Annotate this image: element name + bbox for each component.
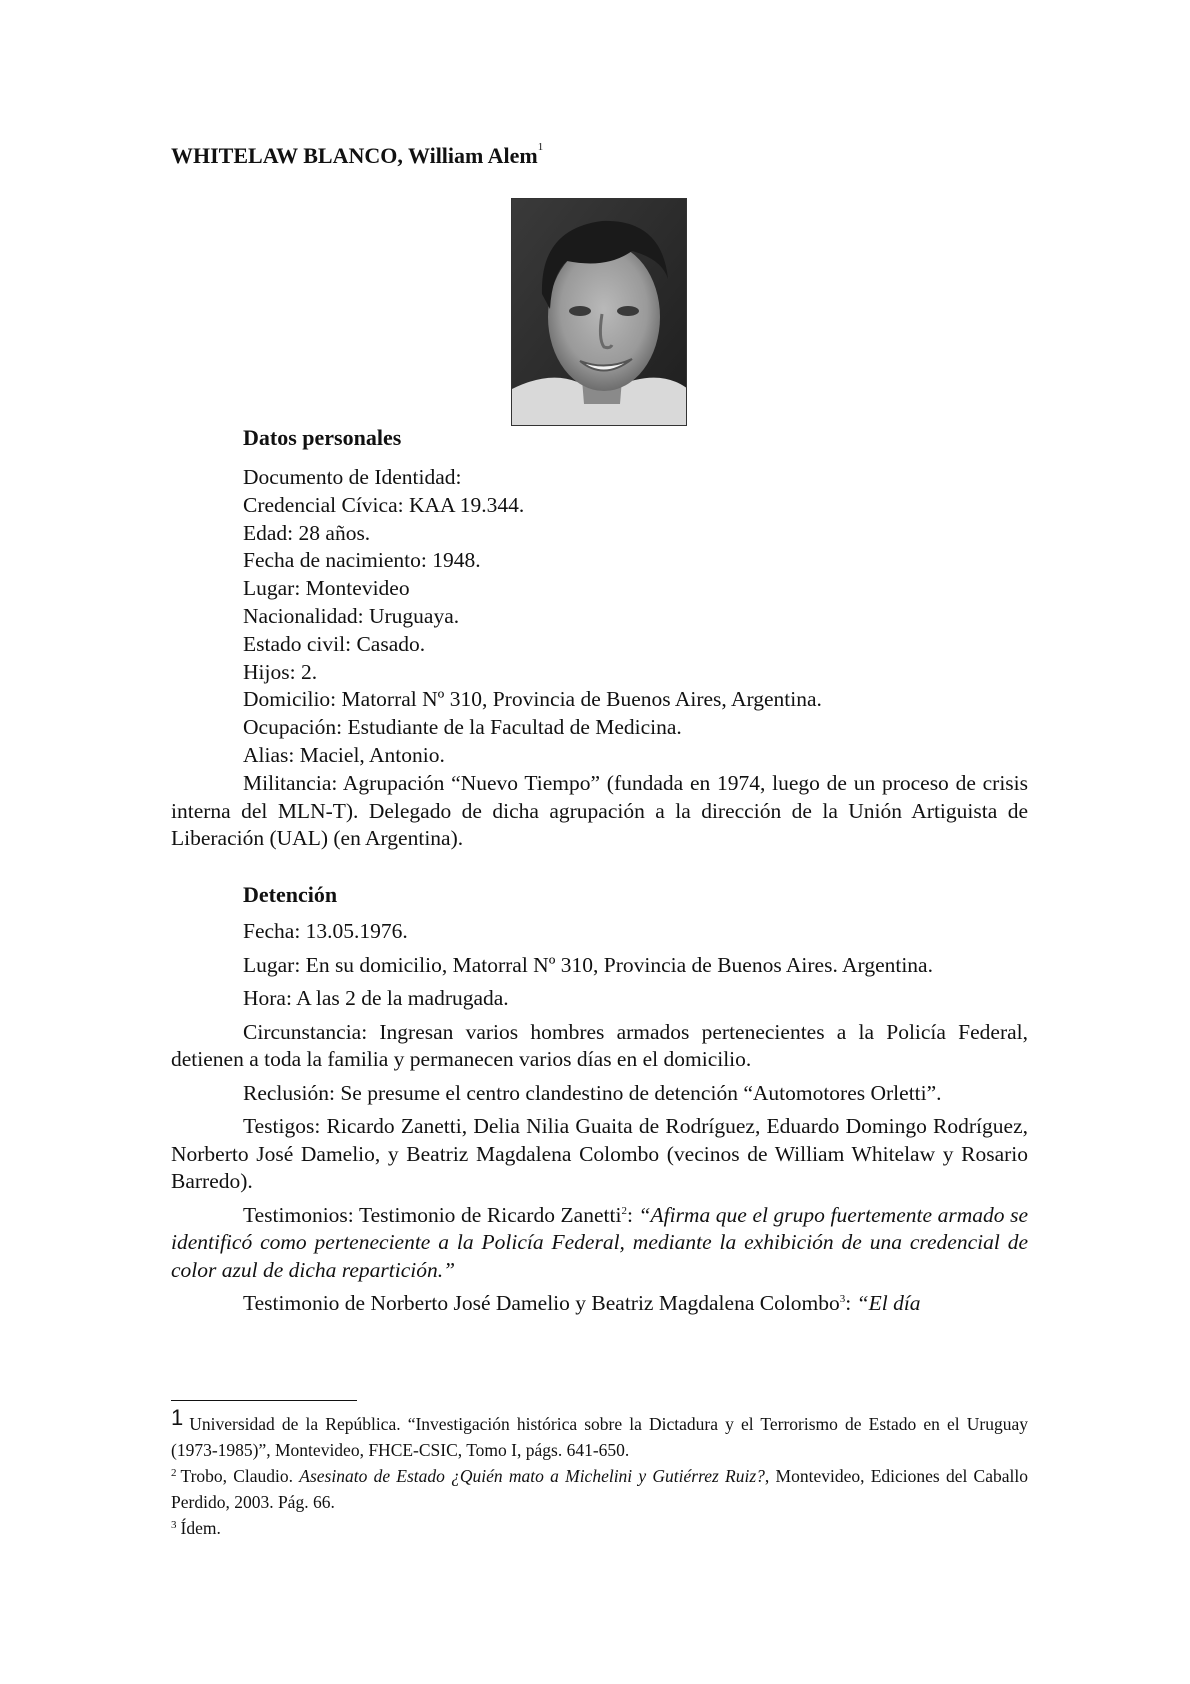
- footnote-2-number: 2: [171, 1467, 177, 1479]
- testimonio-zanetti: [171, 1202, 1028, 1285]
- footnote-ref-2[interactable]: 2: [621, 1204, 627, 1217]
- footnote-3: [171, 1515, 1028, 1541]
- nacionalidad-line: Nacionalidad: Uruguaya.: [243, 603, 460, 628]
- footnote-1: [171, 1405, 1028, 1463]
- militancia-paragraph: Militancia: Agrupación “Nuevo Tiempo” (fundada en 1974, luego de un proceso de crisis interna del MLN-T). Delegado de dicha agrupación a la dirección de la Unión Artiguista de Liberación (UAL) (en Argentina).: [171, 770, 1028, 851]
- footnote-1-number: 1: [171, 1405, 184, 1430]
- detention-circunstancia: Circunstancia: Ingresan varios hombres armados pertenecientes a la Policía Federal, detienen a toda la familia y permanecen varios días en el domicilio.: [171, 1019, 1028, 1071]
- documento-line: Documento de Identidad:: [243, 465, 462, 489]
- footnote-2-book-title: Asesinato de Estado ¿Quién mato a Michelini y Gutiérrez Ruiz?: [299, 1466, 765, 1486]
- footnote-divider: [171, 1400, 357, 1401]
- domicilio-line: Domicilio: Matorral Nº 310, Provincia de Buenos Aires, Argentina.: [243, 687, 822, 712]
- lugar-line: Lugar: Montevideo: [243, 576, 410, 601]
- page-title: [171, 143, 543, 169]
- testimonio1-quote: “Afirma que el grupo fuertemente armado se identificó como perteneciente a la Policía Federal, mediante la exhibición de una credencial de color azul de dicha repartición.”: [171, 1202, 1028, 1282]
- fecha-nacimiento-line: Fecha de nacimiento: 1948.: [243, 548, 481, 573]
- footnote-2: [171, 1463, 1028, 1515]
- testimonio2-quote: “El día: [856, 1291, 921, 1315]
- detention-lugar: Lugar: En su domicilio, Matorral Nº 310, Provincia de Buenos Aires. Argentina.: [243, 952, 933, 977]
- footnote-2-author: Trobo, Claudio.: [180, 1466, 300, 1486]
- footnote-2-publisher: , Montevideo, Ediciones del Caballo Perdido, 2003. Pág. 66.: [171, 1466, 1028, 1512]
- detention-fecha: Fecha: 13.05.1976.: [243, 919, 408, 943]
- edad-line: Edad: 28 años.: [243, 520, 371, 545]
- portrait-photo: [511, 198, 687, 426]
- testimonio2-lead: Testimonio de Norberto José Damelio y Beatriz Magdalena Colombo: [243, 1291, 840, 1315]
- credencial-line: Credencial Cívica: KAA 19.344.: [243, 492, 525, 517]
- detention-testigos: Testigos: Ricardo Zanetti, Delia Nilia Guaita de Rodríguez, Eduardo Domingo Rodríguez, Norberto José Damelio, y Beatriz Magdalena Colombo (vecinos de William Whitelaw y Rosario Barredo).: [171, 1114, 1028, 1193]
- testimonio2-sep: :: [845, 1291, 857, 1315]
- detention-hora: Hora: A las 2 de la madrugada.: [243, 986, 509, 1010]
- person-portrait-photo-icon: [512, 199, 687, 426]
- detention-reclusion: Reclusión: Se presume el centro clandestino de detención “Automotores Orletti”.: [243, 1080, 942, 1105]
- footnote-1-text: Universidad de la República. “Investigación histórica sobre la Dictadura y el Terrorismo de Estado en el Uruguay (1973-1985)”, Montevideo, FHCE-CSIC, Tomo I, págs. 641-650.: [171, 1414, 1028, 1460]
- title-text: WHITELAW BLANCO, William Alem: [171, 143, 538, 168]
- testimonio-damelio-colombo: [171, 1290, 1028, 1318]
- hijos-line: Hijos: 2.: [243, 659, 318, 684]
- estado-civil-line: Estado civil: Casado.: [243, 631, 426, 656]
- testimonio1-sep: :: [626, 1202, 639, 1227]
- footnote-3-number: 3: [171, 1519, 177, 1531]
- footnote-ref-1[interactable]: 1: [537, 141, 544, 153]
- section-heading-detencion: Detención: [243, 882, 338, 907]
- detention-block: [171, 918, 1028, 1318]
- ocupacion-line: Ocupación: Estudiante de la Facultad de Medicina.: [243, 715, 682, 740]
- footnote-3-text: Ídem.: [180, 1518, 221, 1538]
- section-heading-datos-personales: Datos personales: [243, 425, 402, 450]
- footnotes: [171, 1405, 1028, 1541]
- footnote-ref-3[interactable]: 3: [839, 1293, 846, 1305]
- testimonio1-lead: Testimonios: Testimonio de Ricardo Zanetti: [243, 1202, 622, 1227]
- alias-line: Alias: Maciel, Antonio.: [243, 742, 445, 767]
- personal-data-block: [171, 464, 1028, 853]
